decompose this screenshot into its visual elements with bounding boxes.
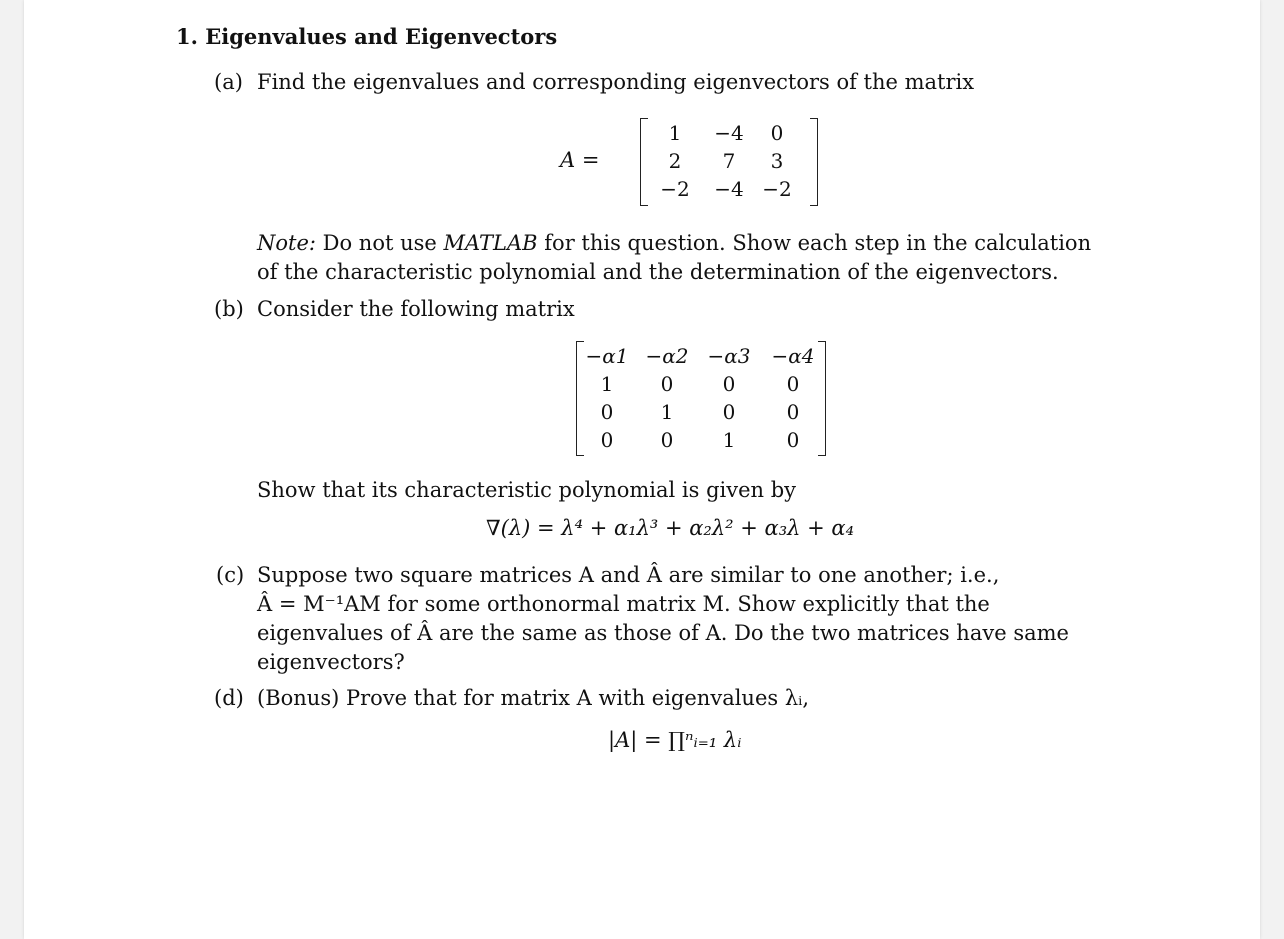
note-matlab: MATLAB <box>443 231 538 255</box>
matrix-a <box>640 118 818 206</box>
matrix-a-cell: 2 <box>668 149 682 173</box>
note-label: Note: <box>257 231 316 255</box>
matrix-b-cell: 0 <box>600 428 614 452</box>
part-b-show-text: Show that its characteristic polynomial is given by <box>257 478 797 502</box>
part-c-line-3: eigenvalues of Â are the same as those of A. Do the two matrices have same <box>257 621 1069 645</box>
note-line1-b: for this question. Show each step in the calculation <box>544 231 1092 255</box>
matrix-b-cell: 0 <box>786 400 800 424</box>
question-title: 1. Eigenvalues and Eigenvectors <box>176 24 558 49</box>
matrix-a-right-bracket <box>810 118 818 206</box>
matrix-b-cell: 1 <box>660 400 674 424</box>
matrix-a-cell: −2 <box>660 177 690 201</box>
part-b-label: (b) <box>214 297 244 321</box>
determinant-formula: |A| = ∏ⁿᵢ₌₁ λᵢ <box>608 728 742 752</box>
matrix-b-cell: −α1 <box>585 344 629 368</box>
matrix-b-cell: 1 <box>722 428 736 452</box>
part-c-line-1: Suppose two square matrices A and Â are similar to one another; i.e., <box>257 563 1000 587</box>
matrix-b-cell: 0 <box>660 372 674 396</box>
characteristic-polynomial: ∇(λ) = λ⁴ + α₁λ³ + α₂λ² + α₃λ + α₄ <box>486 516 854 540</box>
matrix-b-cell: 0 <box>786 428 800 452</box>
matrix-b-cell: −α2 <box>645 344 689 368</box>
matrix-a-cell: 3 <box>770 149 784 173</box>
matrix-a-lhs: A = <box>560 148 600 172</box>
part-d-text: (Bonus) Prove that for matrix A with eigenvalues λᵢ, <box>257 686 810 710</box>
matrix-a-cell: −4 <box>714 121 744 145</box>
note-line-1 <box>257 229 1091 258</box>
matrix-b <box>576 341 826 456</box>
matrix-a-cell: 7 <box>722 149 736 173</box>
part-c-line-4: eigenvectors? <box>257 650 405 674</box>
part-a-text: Find the eigenvalues and corresponding eigenvectors of the matrix <box>257 70 975 94</box>
part-a-label: (a) <box>214 70 243 94</box>
matrix-b-cell: −α3 <box>707 344 751 368</box>
matrix-b-cell: 1 <box>600 372 614 396</box>
part-b-text: Consider the following matrix <box>257 297 575 321</box>
matrix-b-right-bracket <box>818 341 826 456</box>
matrix-a-left-bracket <box>640 118 648 206</box>
matrix-b-cell: 0 <box>786 372 800 396</box>
document-page <box>24 0 1260 939</box>
matrix-b-cell: 0 <box>600 400 614 424</box>
part-c-line-2: Â = M⁻¹AM for some orthonormal matrix M. Show explicitly that the <box>257 592 990 616</box>
matrix-b-cell: 0 <box>722 400 736 424</box>
note-line1-a: Do not use <box>322 231 437 255</box>
matrix-b-cell: −α4 <box>771 344 815 368</box>
matrix-b-cell: 0 <box>660 428 674 452</box>
matrix-a-cell: 0 <box>770 121 784 145</box>
matrix-a-cell: −4 <box>714 177 744 201</box>
matrix-b-cell: 0 <box>722 372 736 396</box>
part-d-label: (d) <box>214 686 244 710</box>
note-line-2: of the characteristic polynomial and the determination of the eigenvectors. <box>257 260 1059 284</box>
matrix-a-cell: 1 <box>668 121 682 145</box>
matrix-a-cell: −2 <box>762 177 792 201</box>
part-c-label: (c) <box>216 563 245 587</box>
